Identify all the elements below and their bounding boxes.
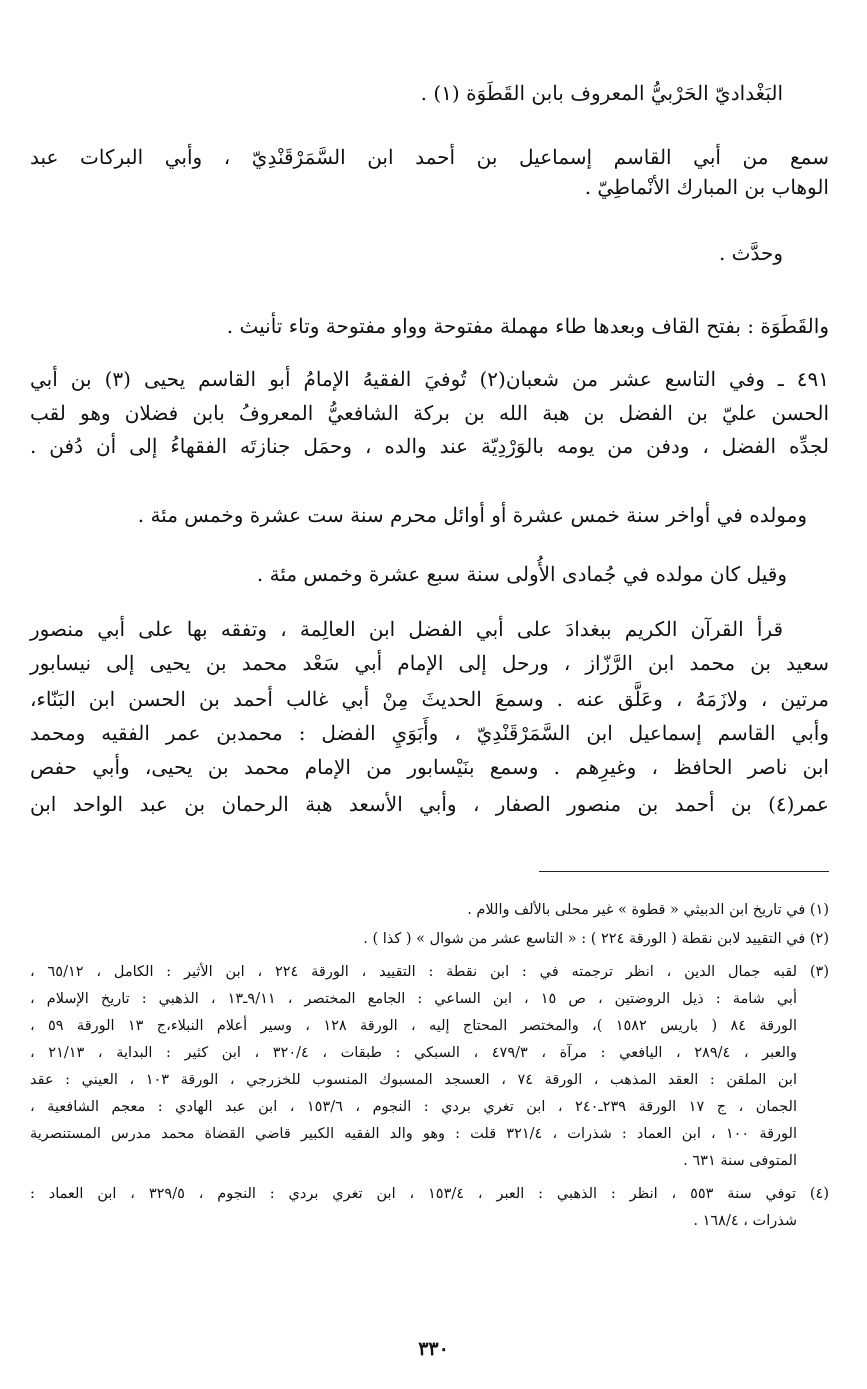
text-line-5: والقَطَوَة : بفتح القاف وبعدها طاء مهملة مفتوحة وواو مفتوحة وتاء تأنيث .: [226, 314, 829, 338]
entry-491-heading: ٤٩١ ـ وفي التاسع عشر من شعبان(٢) تُوفيَ الفقيهُ الإمامُ أبو القاسم يحيى (٣) بن أبي: [30, 367, 829, 391]
footnote-3-line-2: أبي شامة : ذيل الروضتين ، ص ١٥ ، ابن الساعي : الجامع المختصر ، ٩/١١ـ١٣ ، الذهبي : تاريخ الإسلام ،: [30, 991, 797, 1007]
text-line-12: سعيد بن محمد ابن الرَّزّاز ، ورحل إلى الإمام أبي سَعْد محمد بن يحيى إلى نيسابور: [30, 651, 829, 675]
text-line-10: وقيل كان مولده في جُمادى الأُولى سنة سبع عشرة وخمس مئة .: [256, 562, 787, 586]
page-number: ٣٣٠: [418, 1338, 449, 1360]
footnote-3-line-1: (٣) لقبه جمال الدين ، انظر ترجمته في : ابن نقطة : التقييد ، الورقة ٢٢٤ ، ابن الأثير : الكامل ، ٦٥/١٢ ،: [30, 964, 829, 980]
text-line-14: وأبي القاسم إسماعيل ابن السَّمَرْقَنْدِيّ ، وأَبَوَيِ الفضل : محمدبن عمر الفقيه ومحمد: [30, 721, 829, 745]
text-line-4: وحدَّث .: [718, 241, 783, 265]
footnote-4-line-1: (٤) توفي سنة ٥٥٣ ، انظر : الذهبي : العبر ، ١٥٣/٤ ، ابن تغري بردي : النجوم ، ٣٢٩/٥ ، ابن العماد :: [30, 1186, 829, 1202]
footnote-3-line-5: ابن الملقن : العقد المذهب ، الورقة ٧٤ ، العسجد المسبوك المنسوب للخزرجي ، الورقة ١٠٣ ، العيني : عقد: [30, 1072, 797, 1088]
text-line-11: قرأ القرآن الكريم ببغدادَ على أبي الفضل ابن العالِمة ، وتفقه بها على أبي منصور: [30, 617, 784, 641]
text-line-13: مرتين ، ولازَمَهُ ، وعَلَّق عنه . وسمعَ الحديثَ مِنْ أبي غالب أحمد بن الحسن ابن البَنّاء،: [30, 687, 829, 711]
text-line-2: سمع من أبي القاسم إسماعيل بن أحمد ابن السَّمَرْقَنْدِيّ ، وأبي البركات عبد: [30, 145, 829, 169]
footnote-3-line-4: والعبر ، ٢٨٩/٤ ، اليافعي : مرآة ، ٤٧٩/٣ ، السبكي : طبقات ، ٣٢٠/٤ ، ابن كثير : البداية ، ٢١/١٣ ،: [30, 1045, 797, 1061]
footnote-3-line-6: الجمان ، ج ١٧ الورقة ٢٣٩ـ٢٤٠ ، ابن تغري بردي : النجوم ، ١٥٣/٦ ، ابن عبد الهادي : معجم الشافعية ،: [30, 1099, 797, 1115]
footnote-3-line-8: المتوفى سنة ٦٣١ .: [683, 1153, 797, 1169]
text-line-8: لجدِّه الفضل ، ودفن من يومه بالوَرْدِيّة عند والده ، وحمَل جنازتَه الفقهاءُ إلى أن دُفن .: [30, 434, 829, 458]
text-line-7: الحسن عليّ بن الفضل بن هبة الله بن بركة الشافعيُّ المعروفُ بابن فضلان وهو لقب: [30, 401, 829, 425]
footnote-3-line-3: الورقة ٨٤ ( باريس ١٥٨٢ )، والمختصر المحتاج إليه ، الورقة ١٢٨ ، وسير أعلام النبلاء،ج ١٣ الورقة ٥٩ ،: [30, 1018, 797, 1034]
text-line-9: ومولده في أواخر سنة خمس عشرة أو أوائل محرم سنة ست عشرة وخمس مئة .: [137, 503, 807, 527]
footnote-divider: [539, 871, 829, 872]
text-line-1: البَغْداديّ الحَرْبيُّ المعروف بابن القَطَوَة (١) .: [420, 81, 783, 105]
text-line-3: الوهاب بن المبارك الأنْماطِيّ .: [584, 175, 829, 199]
footnote-4-line-2: شذرات ، ١٦٨/٤ .: [693, 1213, 797, 1229]
text-line-15: ابن ناصر الحافظ ، وغيرِهم . وسمع بنَيْسابور من الإمام محمد بن يحيى، وأبي حفص: [30, 755, 829, 779]
footnote-3-line-7: الورقة ١٠٠ ، ابن العماد : شذرات ، ٣٢١/٤ قلت : وهو والد الفقيه الكبير قاضي القضاة محمد مدرس المستنصرية: [30, 1126, 797, 1142]
footnote-2: (٢) في التقييد لابن نقطة ( الورقة ٢٢٤ ) : « التاسع عشر من شوال » ( كذا ) .: [363, 931, 829, 947]
text-line-16: عمر(٤) بن أحمد بن منصور الصفار ، وأبي الأسعد هبة الرحمان بن عبد الواحد ابن: [30, 792, 829, 816]
footnote-1: (١) في تاريخ ابن الدبيثي « قطوة » غير محلى بالألف واللام .: [467, 902, 829, 918]
